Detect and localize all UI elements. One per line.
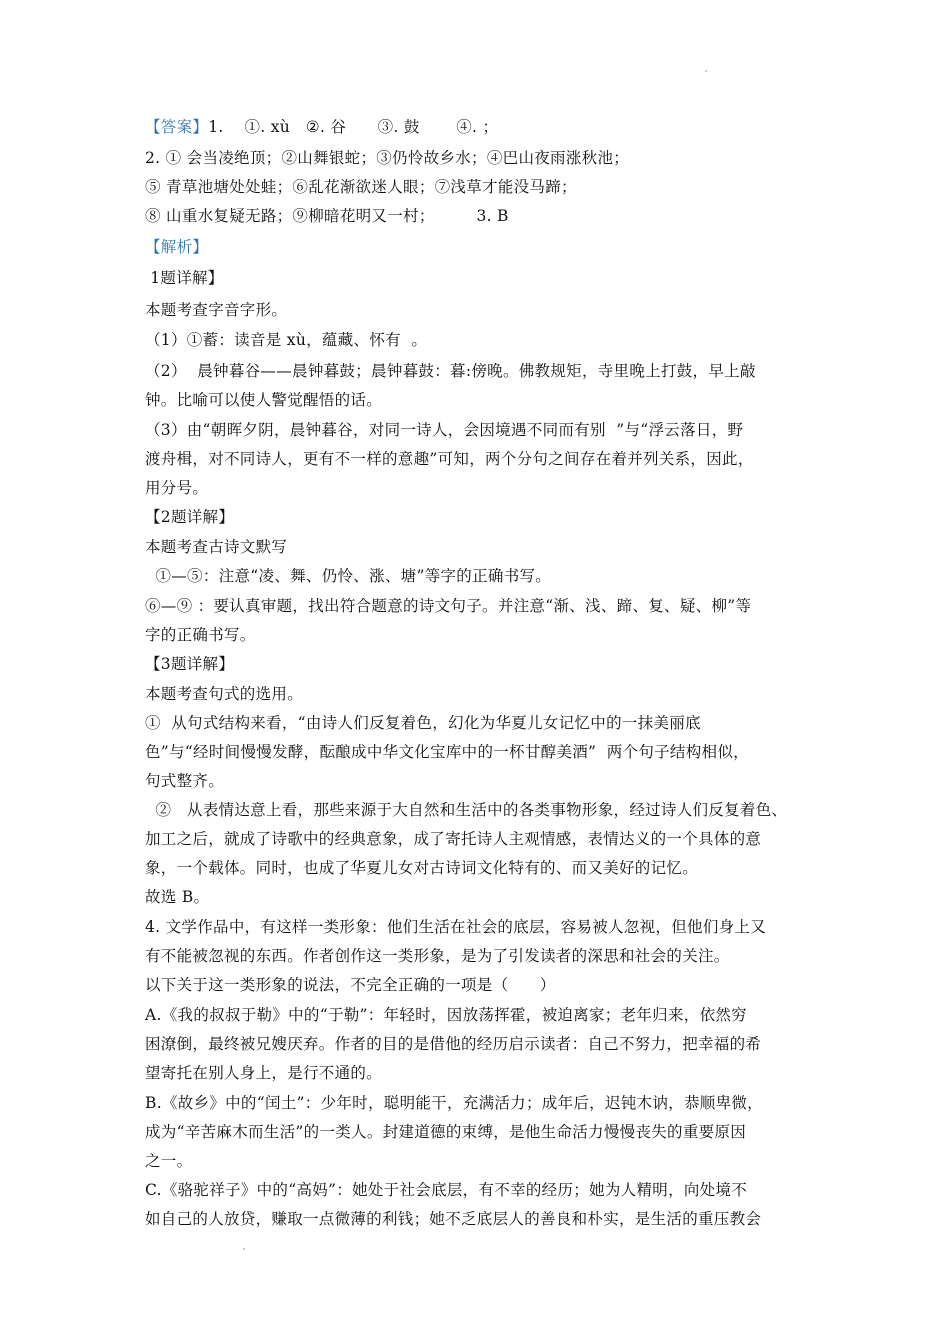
analysis-tag: 【解析】 <box>145 238 209 256</box>
option-b: B.《故乡》中的“闰土”：少年时，聪明能干，充满活力；成年后，迟钝木讷，恭顺卑微， <box>145 1094 763 1112</box>
option-b: 成为“辛苦麻木而生活”的一类人。封建道德的束缚，是他生命活力慢慢丧失的重要原因 <box>145 1123 747 1141</box>
text-line: 本题考查句式的选用。 <box>145 685 304 703</box>
text-line: ① 从句式结构来看，“由诗人们反复着色，幻化为华夏儿女记忆中的一抹美丽底 <box>145 714 701 732</box>
text-line: 渡舟楫，对不同诗人，更有不一样的意趣”可知，两个分句之间存在着并列关系，因此， <box>145 450 754 468</box>
text-line: 象，一个载体。同时，也成了华夏儿女对古诗词文化特有的、而又美好的记忆。 <box>145 859 699 877</box>
text-line: 加工之后，就成了诗歌中的经典意象，成了寄托诗人主观情感，表情达义的一个具体的意 <box>145 830 762 848</box>
text-line: 本题考查字音字形。 <box>145 301 288 319</box>
question-line: 以下关于这一类形象的说法，不完全正确的一项是（ ） <box>145 976 556 994</box>
text-line: 本题考查古诗文默写 <box>145 538 288 556</box>
option-a: A.《我的叔叔于勒》中的“于勒”：年轻时，因放荡挥霍，被迫离家；老年归来，依然穷 <box>145 1006 747 1024</box>
analysis-line <box>145 237 208 257</box>
question-line: 4. 文学作品中，有这样一类形象：他们生活在社会的底层，容易被人忽视，但他们身上又 <box>145 918 767 936</box>
option-c: C.《骆驼祥子》中的“高妈”：她处于社会底层，有不幸的经历；她为人精明，向处境不 <box>145 1181 748 1199</box>
answer-line: 【答案】1. ①. xù ②. 谷 ③. 鼓 ④. ； <box>145 118 499 136</box>
text-line: ⑥—⑨ ：要认真审题，找出符合题意的诗文句子。并注意“渐、浅、蹄、复、疑、柳”等 <box>145 597 752 615</box>
text-line: 用分号。 <box>145 479 209 497</box>
text-line: 2. ① 会当凌绝顶；②山舞银蛇；③仍怜故乡水；④巴山夜雨涨秋池； <box>145 149 630 167</box>
option-a: 困潦倒，最终被兄嫂厌弃。作者的目的是借他的经历启示读者：自己不努力，把幸福的希 <box>145 1035 762 1053</box>
option-c: 如自己的人放贷，赚取一点微薄的利钱；她不乏底层人的善良和朴实，是生活的重压教会 <box>145 1210 762 1228</box>
text-line: ② 从表情达意上看，那些来源于大自然和生活中的各类事物形象，经过诗人们反复着色、 <box>145 801 788 819</box>
text-line: （3）由“朝晖夕阴，晨钟暮谷，对同一诗人，会因境遇不同而有别 ”与“浮云落日，野 <box>145 421 744 439</box>
text-line: ①—⑤：注意“凌、舞、仍怜、涨、塘”等字的正确书写。 <box>145 567 552 585</box>
text-line: 钟。比喻可以使人警觉醒悟的话。 <box>145 391 383 409</box>
question-line: 有不能被忽视的东西。作者创作这一类形象，是为了引发读者的深思和社会的关注。 <box>145 947 730 965</box>
text-line: 故选 B。 <box>145 888 210 906</box>
section-heading: 1题详解】 <box>145 269 224 287</box>
text-line: 色”与“经时间慢慢发酵，酝酿成中华文化宝库中的一杯甘醇美酒” 两个句子结构相似， <box>145 743 749 761</box>
option-a: 望寄托在别人身上，是行不通的。 <box>145 1064 383 1082</box>
scan-dot-top <box>705 70 707 72</box>
answer-tag: 【答案】 <box>145 118 209 136</box>
text-line: ⑧ 山重水复疑无路；⑨柳暗花明又一村； 3. B <box>145 207 509 225</box>
option-b: 之一。 <box>145 1152 193 1170</box>
text-line: ⑤ 青草池塘处处蛙；⑥乱花渐欲迷人眼；⑦浅草才能没马蹄； <box>145 178 577 196</box>
section-heading: 【3题详解】 <box>145 655 235 673</box>
text-line: 字的正确书写。 <box>145 626 256 644</box>
text-line: 句式整齐。 <box>145 772 225 790</box>
text-line: （1）①蓄：读音是 xù，蕴藏、怀有 。 <box>145 331 428 349</box>
section-heading: 【2题详解】 <box>145 508 235 526</box>
text-line: （2） 晨钟暮谷——晨钟暮鼓；晨钟暮鼓：暮:傍晚。佛教规矩，寺里晚上打鼓，早上敲 <box>145 362 756 380</box>
scan-dot-bottom <box>243 1248 245 1250</box>
